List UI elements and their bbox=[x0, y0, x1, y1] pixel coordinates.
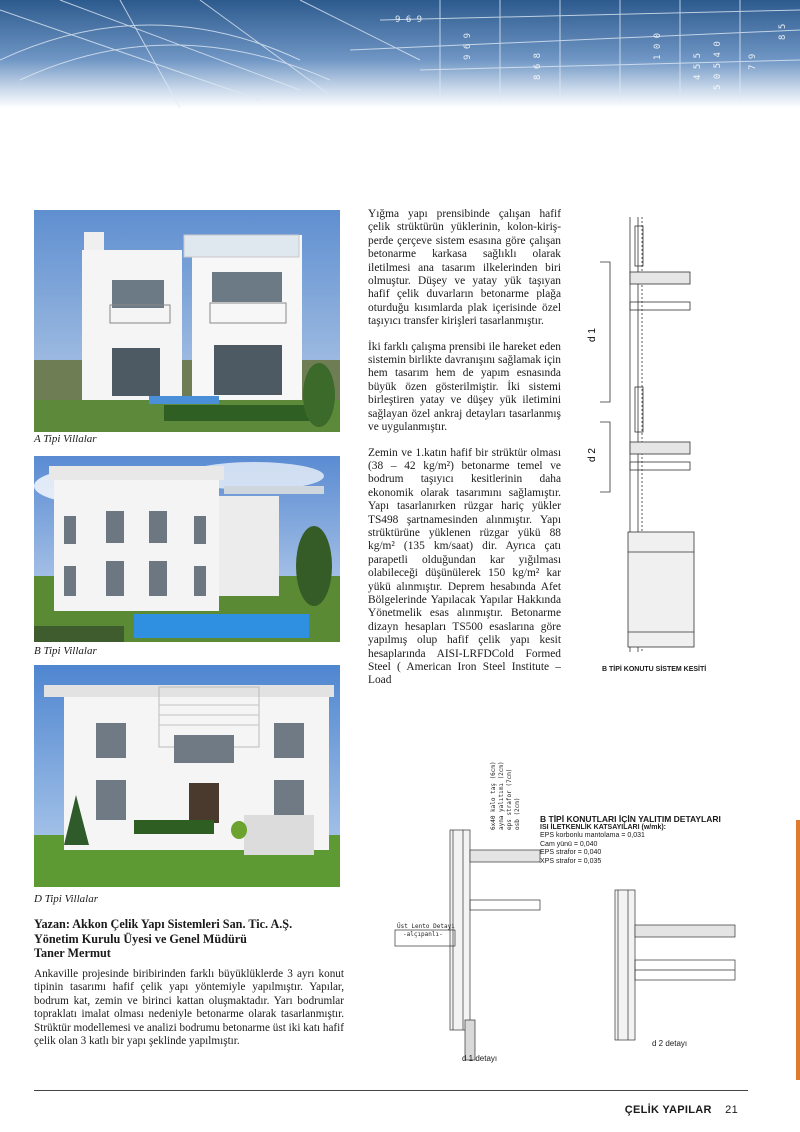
banner-number: 9 6 9 bbox=[395, 15, 423, 25]
system-section-diagram bbox=[580, 212, 758, 662]
insulation-item: XPS strafor = 0,035 bbox=[540, 857, 602, 865]
insulation-title: B TİPİ KONUTLARI İÇİN YALITIM DETAYLARI bbox=[540, 814, 721, 824]
insulation-item: Cam yünü = 0,040 bbox=[540, 840, 598, 848]
detail-d2-label: d 2 detayı bbox=[652, 1039, 688, 1048]
byline-author-title: Yönetim Kurulu Üyesi ve Genel Müdürü bbox=[34, 931, 247, 946]
photo-caption: D Tipi Villalar bbox=[34, 893, 98, 905]
villa-photo-b bbox=[34, 456, 340, 642]
layer-note: eps strafor (7cm) bbox=[506, 768, 513, 830]
section-caption: B TİPİ KONUTU SİSTEM KESİTİ bbox=[602, 666, 707, 673]
banner-number: 1 0 0 bbox=[653, 32, 663, 60]
lento-sub: -alçıpanlı- bbox=[403, 931, 443, 938]
photo-caption: B Tipi Villalar bbox=[34, 645, 97, 657]
lento-label: Üst Lento Detayı bbox=[397, 923, 455, 930]
layer-note: 6x40 kalo taş (6cm) bbox=[490, 761, 497, 830]
detail-d1-drawing bbox=[355, 760, 555, 1060]
article-byline bbox=[34, 917, 344, 961]
layer-note: ayna yalıtımı (2cm) bbox=[498, 761, 505, 830]
detail-d2-drawing bbox=[560, 880, 740, 1050]
banner-number: 4 5 5 bbox=[693, 52, 703, 80]
page-number: 21 bbox=[725, 1104, 738, 1116]
article-column-2 bbox=[368, 208, 561, 689]
article-intro-paragraph: Ankaville projesinde biribirinden farklı büyüklüklerde 3 ayrı konut tipinin tasarımı hafif çelik yapı yöntemiyle yapılmıştır. Yapılar, bodrum kat, zemin ve birinci kattan oluşmaktadır. Yarı bodrumlar topraklatı imalat olması nedeniyle betonarme olarak tasarlanmıştır. Strüktür modellemesi ve analizi bodrumu betonarme üst iki katı hafif çelik olan 3 katlı bir yapı şeklinde yapılmıştır. bbox=[34, 968, 344, 1048]
detail-d1-label: d 1 detayı bbox=[462, 1054, 498, 1063]
byline-author-company: Yazan: Akkon Çelik Yapı Sistemleri San. Tic. A.Ş. bbox=[34, 917, 293, 931]
paragraph: İki farklı çalışma prensibi ile hareket eden sistemin birlikte davranışını sağlamak için hem tasarım hem de yapım esnasında büyük özen gösterilmiştir. İki sistemi birleştiren yatay ve düşey yük iletimini sağlayan özel ankraj detayları tasarlanmış ve uygulanmıştır. bbox=[368, 340, 561, 434]
section-label-d2: d 2 bbox=[587, 448, 598, 462]
page-edge-accent bbox=[796, 820, 800, 1080]
header-banner bbox=[0, 0, 800, 108]
banner-number: 5 0 5 4 0 bbox=[713, 41, 723, 90]
section-label-d1: d 1 bbox=[587, 328, 598, 342]
magazine-name: ÇELİK YAPILAR bbox=[624, 1104, 712, 1116]
photo-caption: A Tipi Villalar bbox=[34, 433, 97, 445]
insulation-details bbox=[540, 815, 721, 866]
paragraph: Yığma yapı prensibinde çalışan hafif çelik strüktürün yüklerinin, kolon-kiriş-perde çerçeve sistem esasına göre çalışan betonarme karkasa sağlıklı olarak iletilmesi ana tasarım ilkelerinden biri olmuştur. Düşey ve yatay yük taşıyan hafif çelik duvarların betonarme plağa oturduğu kısımlarda plak içerisinde özel taşıyıcı transfer kirişleri tasarlanmıştır. bbox=[368, 208, 561, 328]
byline-author-name: Taner Mermut bbox=[34, 946, 111, 960]
insulation-item: EPS strafor = 0,040 bbox=[540, 849, 602, 856]
banner-number: 7 9 bbox=[748, 53, 758, 70]
banner-number: 8 6 8 bbox=[533, 52, 543, 80]
paragraph: Zemin ve 1.katın hafif bir strüktür olması (38 – 42 kg/m²) betonarme temel ve bodrum taşıyıcı kesitlerinin daha ekonomik olarak tasarımını sağlamıştır. Yapı tasarlanırken rüzgar hariç yükler TS498 şartnamesinden alınmıştır. Yapı strüktürüne yüklenen rüzgar yükü 88 kg/m² (135 km/saat) dir. Ayrıca çatı parapetli olduğundan kar yığılması olabileceği düşünülerek 150 kg/m² kar yükü alınmıştır. Deprem hesabında Afet Bölgelerinde Yapılacak Yapılar Hakkında Yönetmelik esas alınmıştır. Betonarme dizayn hesapları TS500 esaslarına göre yapılmış olup hafif çelik yapı kesit hesaplarında AISI-LRFDCold Formed Steel ( American Iron Steel Institute – Load bbox=[368, 446, 561, 687]
villa-photo-a bbox=[34, 210, 340, 432]
footer-divider bbox=[34, 1090, 748, 1091]
page-footer bbox=[625, 1104, 738, 1116]
insulation-item: EPS korbonlu mantolama = 0,031 bbox=[540, 832, 645, 839]
insulation-subtitle: ISI İLETKENLİK KATSAYILARI (w/mk): bbox=[540, 823, 667, 831]
villa-photo-d bbox=[34, 665, 340, 887]
banner-number: 8 5 bbox=[778, 23, 788, 40]
banner-number: 9 6 9 bbox=[463, 32, 473, 60]
layer-note: osb (2cm) bbox=[514, 797, 521, 830]
banner-architecture-graphic bbox=[0, 0, 800, 108]
